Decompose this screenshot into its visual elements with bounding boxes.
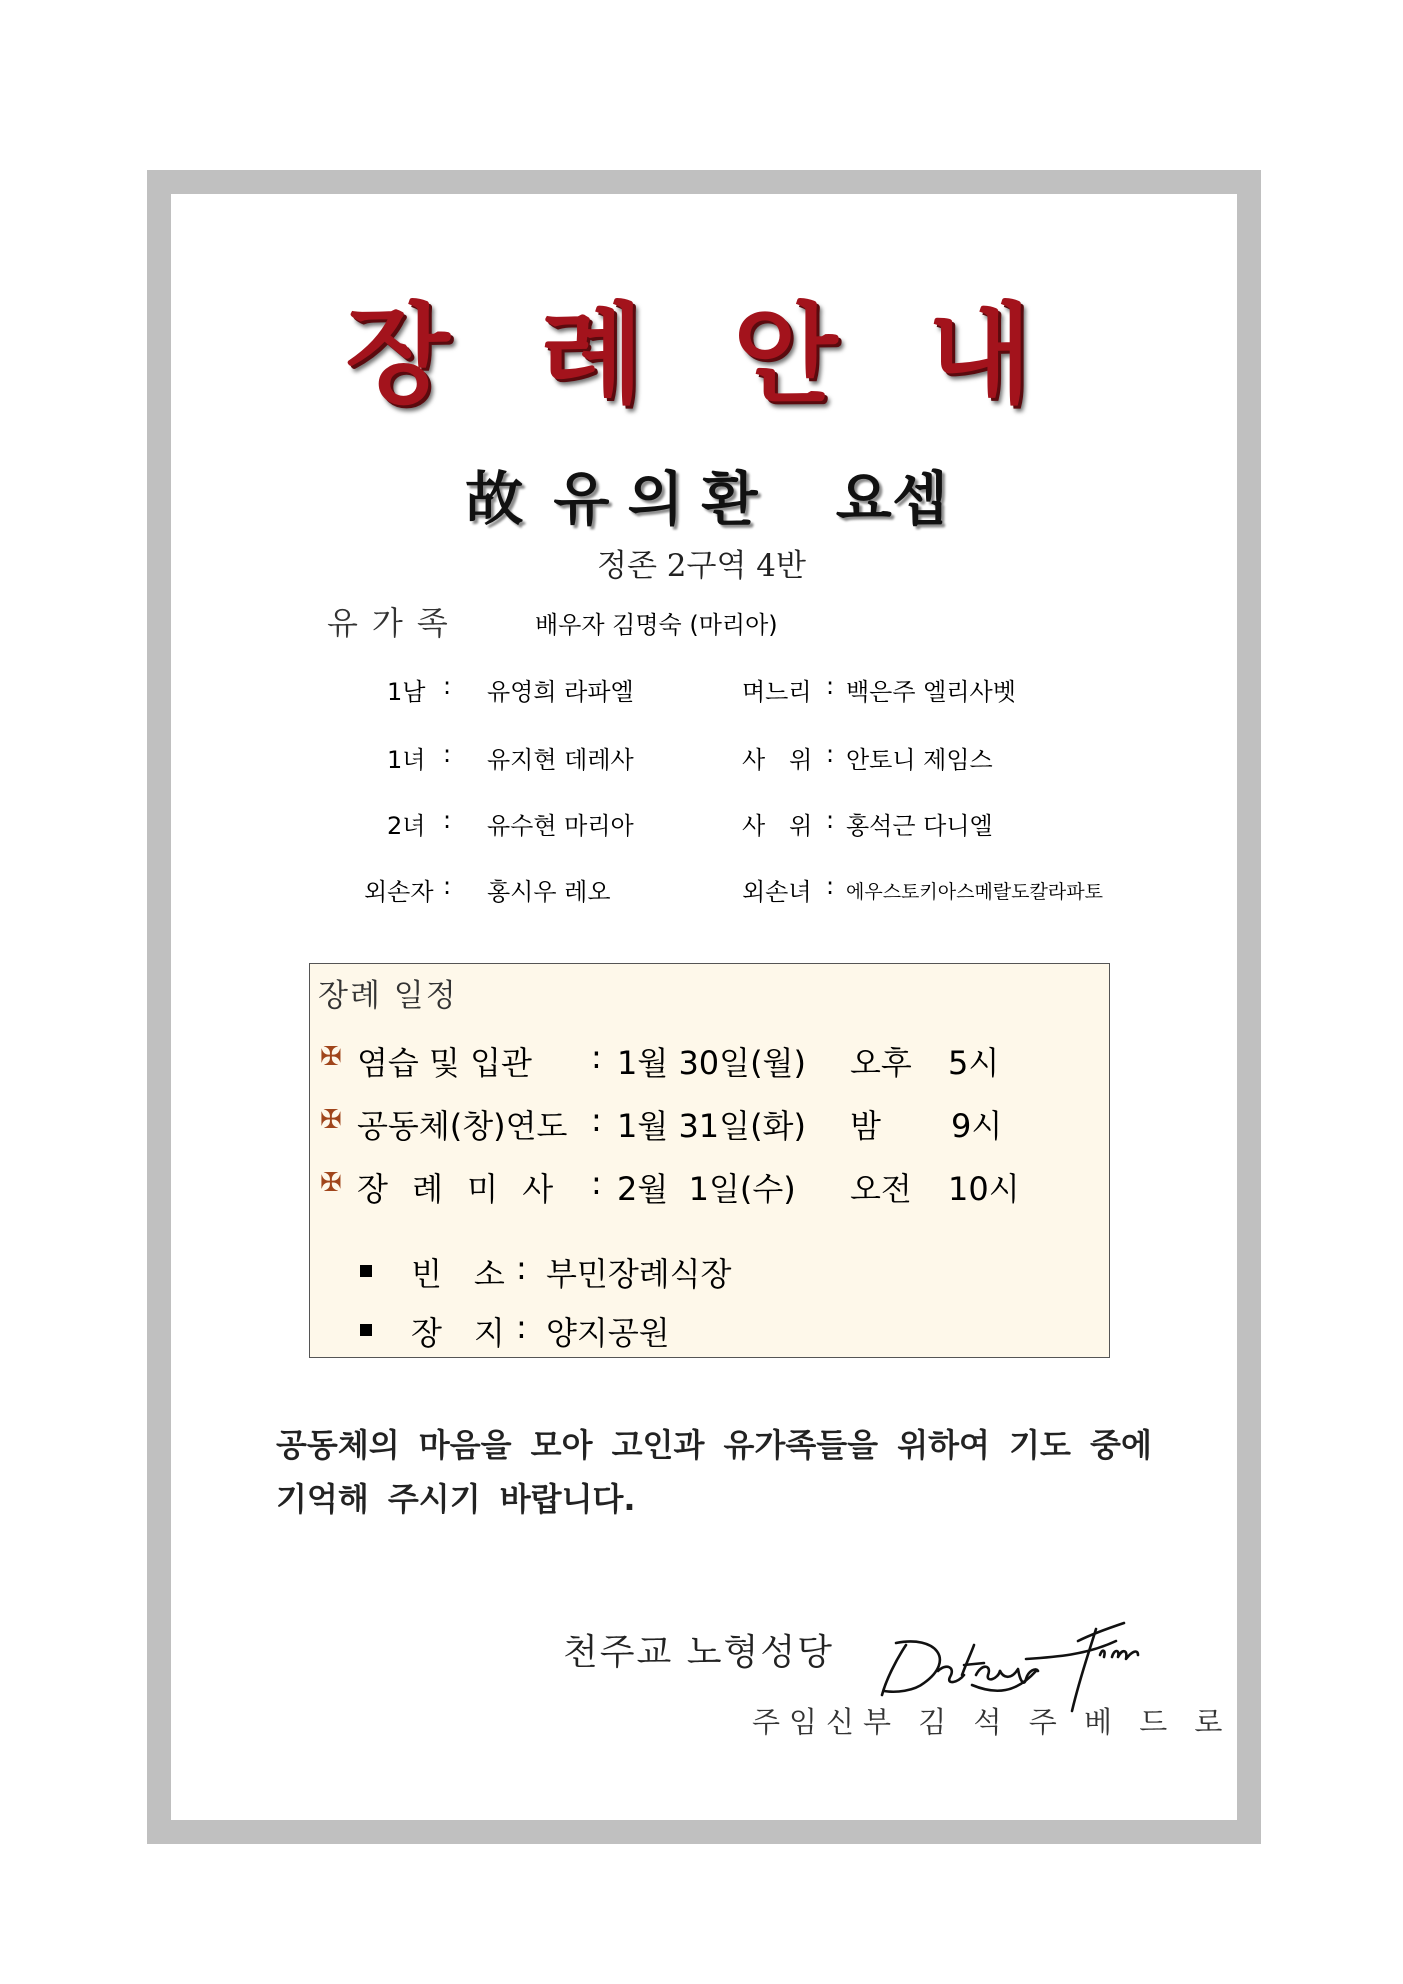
event-period: 오전 — [850, 1170, 912, 1208]
family-relation: 2녀 — [387, 812, 426, 840]
family-relation: 며느리 — [742, 678, 812, 706]
parish-priest: 주임신부 김 석 주 베 드 로 — [752, 1705, 1232, 1739]
message-line: 공동체의 마음을 모아 고인과 유가족들을 위하여 기도 중에 — [276, 1426, 1152, 1464]
separator: : — [826, 806, 835, 834]
separator: : — [591, 1164, 602, 1202]
separator: : — [826, 672, 835, 700]
separator: : — [443, 740, 452, 768]
separator: : — [591, 1038, 602, 1076]
family-relation: 외손녀 — [742, 878, 812, 906]
family-member-name: 유영희 라파엘 — [487, 678, 634, 706]
spouse: 배우자 김명숙 (마리아) — [535, 611, 778, 639]
family-member-name: 에우스토키아스메랄도칼라파토 — [846, 881, 1103, 903]
separator: : — [516, 1308, 527, 1346]
event-label: 공동체(창)연도 — [357, 1107, 568, 1145]
event-time: 10시 — [948, 1170, 1020, 1208]
cross-icon: ✠ — [320, 1042, 342, 1072]
event-date: 2월 1일(수) — [617, 1170, 796, 1208]
page-title: 장 례 안 내 — [345, 293, 1058, 418]
place-label: 빈 소 — [411, 1255, 505, 1293]
family-relation: 사 위 — [742, 746, 813, 774]
event-time: 5시 — [948, 1044, 1000, 1082]
place-label: 장 지 — [411, 1314, 505, 1352]
separator: : — [591, 1101, 602, 1139]
family-relation: 외손자 — [364, 878, 434, 906]
family-member-name: 안토니 제임스 — [846, 746, 993, 774]
deceased-name: 유의환 — [553, 465, 776, 533]
separator: : — [516, 1249, 527, 1287]
separator: : — [443, 672, 452, 700]
family-relation: 사 위 — [742, 812, 813, 840]
separator: : — [826, 872, 835, 900]
deceased-name-line — [0, 452, 1403, 536]
message-line: 기억해 주시기 바랍니다. — [276, 1480, 636, 1518]
schedule-title: 장례 일정 — [318, 978, 458, 1014]
event-label: 염습 및 입관 — [357, 1044, 532, 1082]
cross-icon: ✠ — [320, 1105, 342, 1135]
deceased-prefix: 故 — [465, 465, 524, 533]
family-member-name: 홍시우 레오 — [487, 878, 611, 906]
bullet-square-icon — [360, 1324, 372, 1336]
family-relation: 1남 — [387, 678, 426, 706]
family-member-name: 유수현 마리아 — [487, 812, 634, 840]
family-member-name: 홍석근 다니엘 — [846, 812, 993, 840]
separator: : — [443, 806, 452, 834]
separator: : — [826, 740, 835, 768]
deceased-baptismal-name: 요셉 — [835, 465, 948, 533]
cross-icon: ✠ — [320, 1168, 342, 1198]
church-name: 천주교 노형성당 — [563, 1632, 834, 1673]
separator: : — [443, 872, 452, 900]
event-date: 1월 30일(월) — [617, 1044, 806, 1082]
family-member-name: 유지현 데레사 — [487, 746, 634, 774]
place-value: 양지공원 — [546, 1314, 670, 1352]
place-value: 부민장례식장 — [546, 1255, 732, 1293]
family-relation: 1녀 — [387, 746, 426, 774]
bullet-square-icon — [360, 1265, 372, 1277]
parish-district: 정존 2구역 4반 — [597, 548, 806, 584]
family-member-name: 백은주 엘리사벳 — [846, 678, 1016, 706]
condolence-message — [276, 1418, 1176, 1526]
event-time: 9시 — [951, 1107, 1003, 1145]
event-period: 오후 — [850, 1044, 912, 1082]
funeral-schedule-box — [309, 963, 1110, 1358]
family-heading: 유가족 — [327, 604, 462, 642]
event-period: 밤 — [850, 1107, 881, 1145]
event-label: 장 례 미 사 — [357, 1170, 554, 1208]
event-date: 1월 31일(화) — [617, 1107, 806, 1145]
